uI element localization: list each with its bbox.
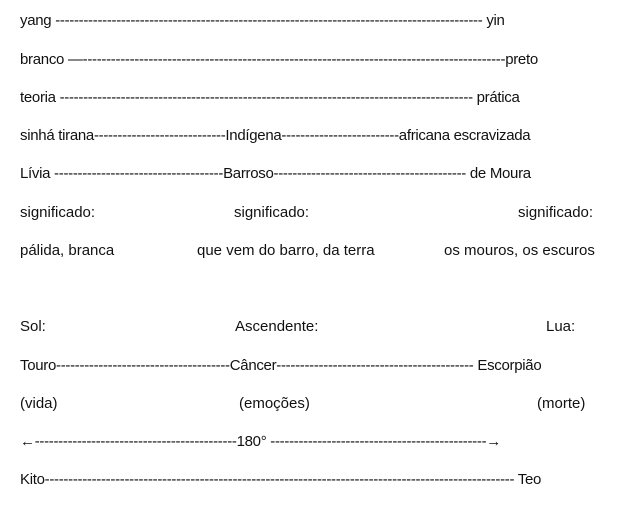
meaning-header-right: significado: (518, 204, 594, 221)
astro-meaning-vida: (vida) (20, 395, 58, 412)
meaning-header-row (0, 203, 633, 223)
astro-lua-label: Lua: (546, 318, 576, 335)
line-text: branco —------------------------------------------------------------------------------------------preto (20, 51, 538, 68)
arrow-180-row (0, 432, 633, 452)
pair-kito-teo (0, 470, 633, 490)
pair-branco-preto (0, 50, 633, 70)
astro-sol-label: Sol: (20, 318, 46, 335)
line-text: sinhá tirana----------------------------Indígena-------------------------africana escravizada (20, 127, 531, 144)
meaning-values-row (0, 241, 633, 261)
triad-touro-cancer-escorpiao (0, 356, 633, 376)
meaning-barroso: que vem do barro, da terra (197, 242, 375, 259)
meaning-livia: pálida, branca (20, 242, 115, 259)
triad-sinha-indigena-africana (0, 126, 633, 146)
meaning-moura: os mouros, os escuros (444, 242, 595, 259)
line-text: Touro-------------------------------------Câncer------------------------------------------ Escorpião (20, 357, 542, 374)
meaning-header-center: significado: (234, 204, 310, 221)
line-text: Kito---------------------------------------------------------------------------------------------------- Teo (20, 471, 542, 488)
pair-teoria-pratica (0, 88, 633, 108)
astro-meaning-emocoes: (emoções) (239, 395, 310, 412)
meaning-header-left: significado: (20, 204, 96, 221)
astro-meaning-row (0, 394, 633, 414)
line-text: teoria ---------------------------------------------------------------------------------------- prática (20, 89, 520, 106)
astro-meaning-morte: (morte) (537, 395, 586, 412)
line-text: Lívia ------------------------------------Barroso----------------------------------------- de Moura (20, 165, 531, 182)
astro-ascendente-label: Ascendente: (235, 318, 319, 335)
astro-header-row (0, 317, 633, 337)
triad-livia-barroso-moura (0, 164, 633, 184)
pair-yang-yin (0, 11, 633, 31)
line-text: ←-------------------------------------------180° ----------------------------------------------→ (20, 433, 501, 450)
line-text: yang ------------------------------------------------------------------------------------------- yin (20, 12, 505, 29)
